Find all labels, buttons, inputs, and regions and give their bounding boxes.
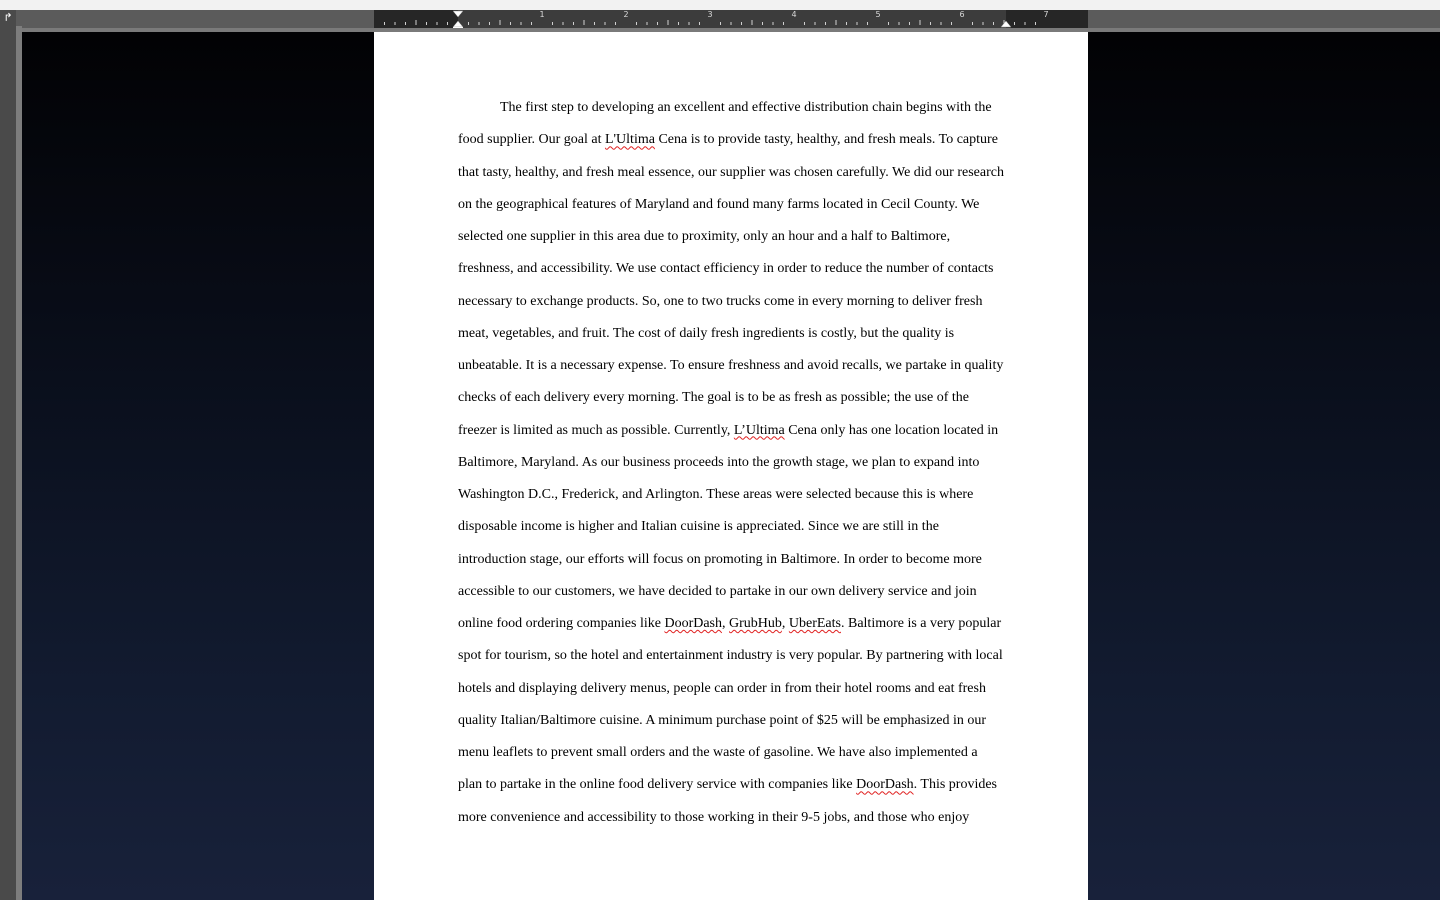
ruler-number: 2	[623, 10, 629, 19]
document-page[interactable]	[374, 32, 1088, 900]
ruler-number: 5	[875, 10, 881, 19]
right-indent-icon[interactable]	[1000, 16, 1012, 28]
misspelled-word[interactable]: L'Ultima	[604, 132, 655, 148]
body-paragraph[interactable]	[458, 92, 1004, 834]
vertical-ruler[interactable]	[0, 26, 16, 900]
misspelled-word[interactable]: GrubHub	[729, 616, 782, 631]
ruler-number: 6	[959, 10, 965, 19]
text-run: ,	[722, 616, 729, 631]
text-run: Cena is to provide tasty, healthy, and fresh meals. To capture that tasty, healthy, and fresh meal essence, our supplier was chosen carefully. We did our research on the geographical features of Maryland and found many farms located in Cecil County. We selected one supplier in this area due to proximity, only an hour and a half to Baltimore, freshness, and accessibility. We use contact efficiency in order to reduce the number of contacts necessary to exchange products. So, one to two trucks come in every morning to deliver fresh meat, vegetables, and fruit. The cost of daily fresh ingredients is costly, but the quality is unbeatable. It is a necessary expense. To ensure freshness and avoid recalls, we partake in quality checks of each delivery every morning. The goal is to be as fresh as possible; the use of the freezer is limited as much as possible. Currently,	[458, 132, 1004, 438]
ruler-ticks	[374, 10, 1088, 28]
ruler-number: 1	[539, 10, 545, 19]
ruler-number: 7	[1043, 10, 1049, 19]
text-run: Cena only has one location located in Baltimore, Maryland. As our business proceeds into the growth stage, we plan to expand into Washington D.C., Frederick, and Arlington. These areas were selected because this is where disposable income is higher and Italian cuisine is appreciated. Since we are still in the introduction stage, our efforts will focus on promoting in Baltimore. In order to become more accessible to our customers, we have decided to partake in our own delivery service and join online food ordering companies like	[458, 422, 999, 631]
text-run: . This provides more convenience and accessibility to those working in their 9-5 jobs, and those who enjoy	[458, 777, 998, 825]
horizontal-ruler[interactable]	[374, 10, 1088, 28]
text-run: . Baltimore is a very popular spot for tourism, so the hotel and entertainment industry is very popular. By partnering with local hotels and displaying delivery menus, people can order in from their hotel rooms and eat fresh quality Italian/Baltimore cuisine. A minimum purchase point of $25 will be emphasized in our menu leaflets to prevent small orders and the waste of gasoline. We have also implemented a plan to partake in the online food delivery service with companies like	[458, 616, 1003, 793]
ruler-number: 4	[791, 10, 797, 19]
misspelled-word[interactable]: L’Ultima	[733, 422, 785, 438]
misspelled-word[interactable]: UberEats	[788, 616, 841, 631]
text-run: ,	[781, 616, 789, 631]
window-top-strip	[0, 0, 1440, 10]
text-run: The first step to developing an excellent and effective distribution chain begins with the food supplier. Our goal at	[458, 100, 992, 148]
misspelled-word[interactable]: DoorDash	[856, 777, 914, 793]
tab-stop-selector-icon[interactable]: ↱	[0, 10, 16, 26]
ruler-number: 3	[707, 10, 713, 19]
first-line-indent-icon[interactable]	[452, 10, 464, 28]
misspelled-word[interactable]: DoorDash	[664, 616, 722, 631]
